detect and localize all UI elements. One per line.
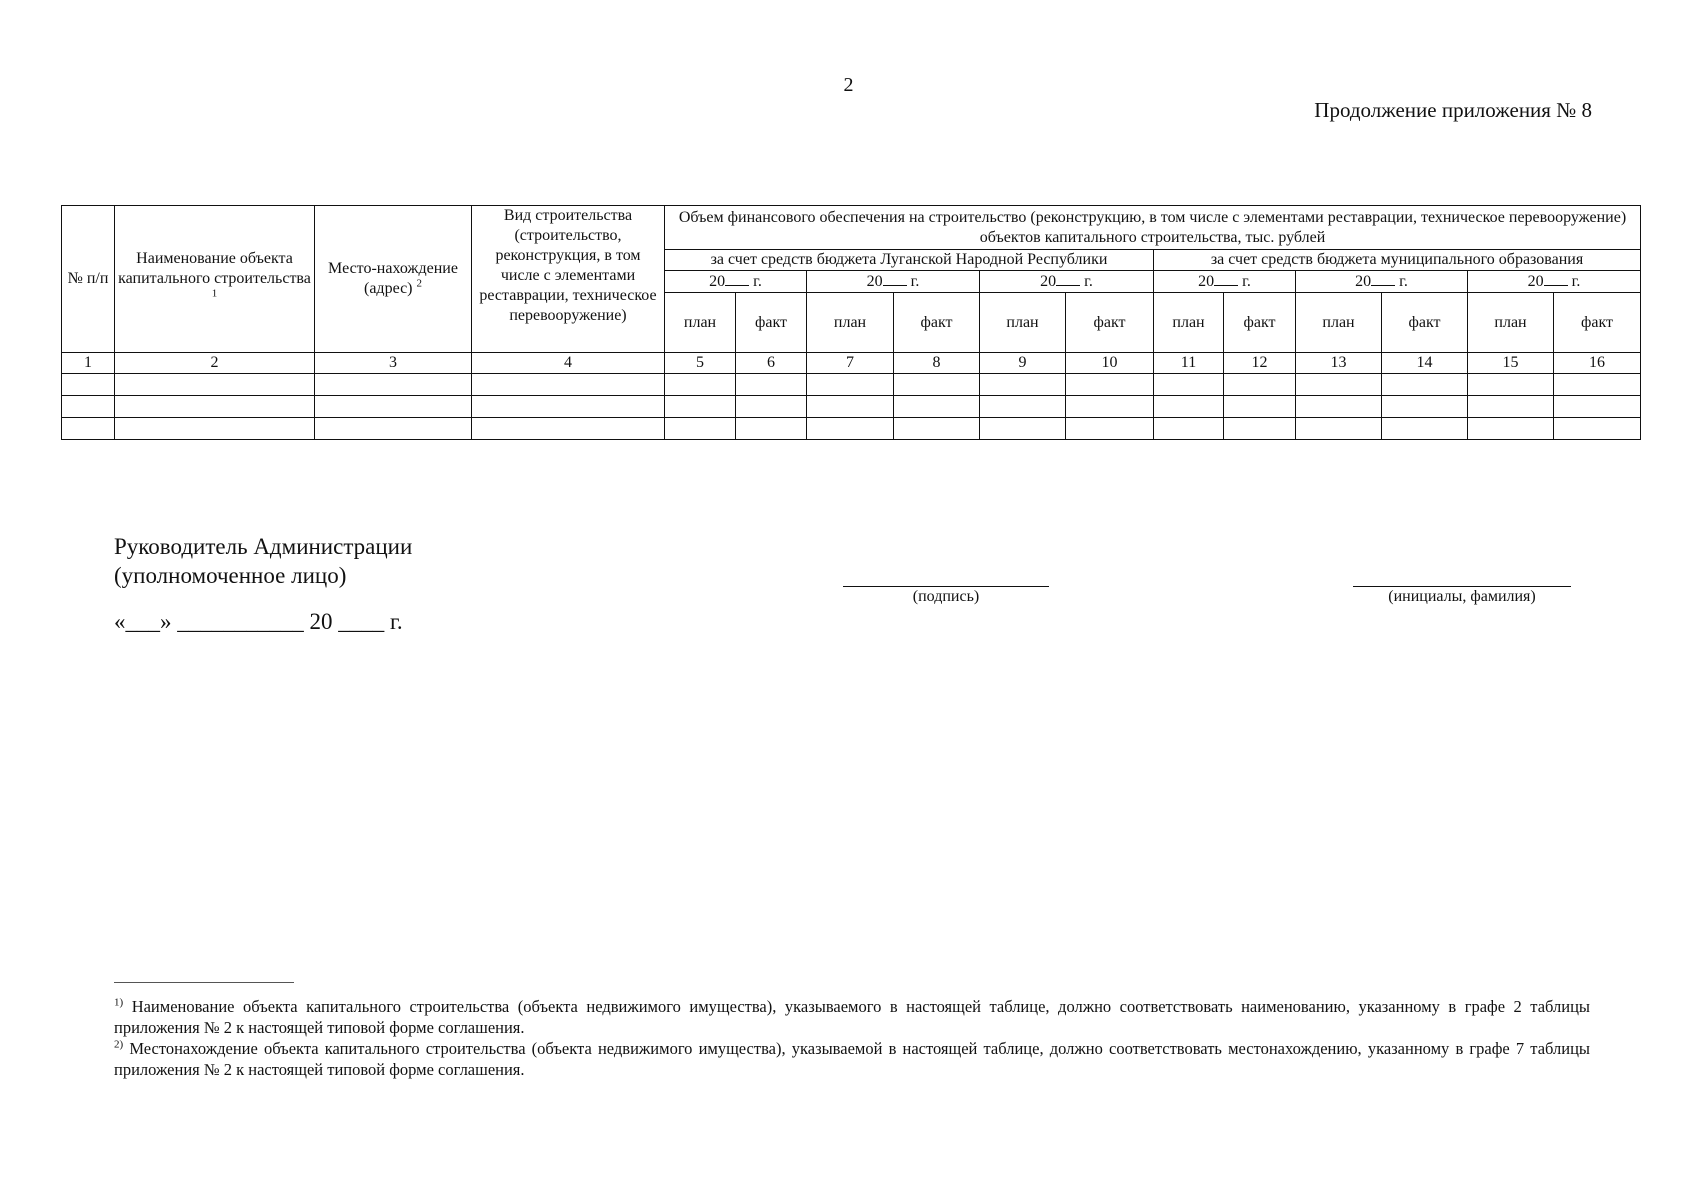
column-number: 1	[62, 353, 115, 374]
footnote-1	[114, 996, 1590, 1038]
fact-header: факт	[736, 293, 807, 353]
year-suffix: г.	[1399, 273, 1408, 290]
fact-header: факт	[1224, 293, 1296, 353]
page-number: 2	[843, 74, 854, 96]
year-cell	[1296, 271, 1468, 293]
header-location-text: Место-нахождение (адрес)	[328, 260, 458, 297]
footnote-2	[114, 1038, 1590, 1080]
year-blank	[725, 271, 749, 286]
year-cell	[665, 271, 807, 293]
header-object-name-text: Наименование объекта капитального строительства	[118, 250, 311, 287]
signatory-position	[114, 532, 412, 590]
header-financing-volume: Объем финансового обеспечения на строительство (реконструкцию, в том числе с элементами реставрации, техническое перевооружение) объектов капитального строительства, тыс. рублей	[665, 206, 1641, 250]
header-municipal-budget: за счет средств бюджета муниципального образования	[1154, 250, 1641, 271]
column-number: 9	[980, 353, 1066, 374]
table-row	[62, 374, 1641, 396]
column-number: 6	[736, 353, 807, 374]
footnote-text-2: Местонахождение объекта капитального строительства (объекта недвижимого имущества), указываемой в настоящей таблице, должно соответствовать местонахождению, указанному в графе 7 таблицы приложения № 2 к настоящей типовой форме соглашения.	[114, 1039, 1590, 1079]
year-cell	[980, 271, 1154, 293]
column-number: 3	[315, 353, 472, 374]
name-caption: (инициалы, фамилия)	[1388, 588, 1536, 605]
year-prefix: 20	[866, 273, 883, 290]
column-number: 16	[1554, 353, 1641, 374]
name-line	[1353, 586, 1571, 587]
year-suffix: г.	[1242, 273, 1251, 290]
footnote-mark-1: 1)	[114, 996, 124, 1009]
date-line: «___» ___________ 20 ____ г.	[114, 609, 403, 634]
table-row	[62, 418, 1641, 440]
header-construction-type: Вид строительства (строительство, реконструкция, в том числе с элементами реставрации, техническое перевооружение)	[472, 206, 665, 353]
plan-header: план	[980, 293, 1066, 353]
year-blank	[1056, 271, 1080, 286]
plan-header: план	[807, 293, 894, 353]
signature-line	[843, 586, 1049, 587]
column-number: 14	[1382, 353, 1468, 374]
signature-caption: (подпись)	[912, 588, 980, 605]
column-number: 15	[1468, 353, 1554, 374]
year-cell	[807, 271, 980, 293]
year-prefix: 20	[1198, 273, 1215, 290]
plan-header: план	[1468, 293, 1554, 353]
column-number: 5	[665, 353, 736, 374]
footnote-mark-2: 2)	[114, 1038, 124, 1051]
footnotes	[114, 996, 1590, 1080]
column-number: 12	[1224, 353, 1296, 374]
year-suffix: г.	[1571, 273, 1581, 290]
column-number: 4	[472, 353, 665, 374]
plan-header: план	[665, 293, 736, 353]
header-object-name	[115, 206, 315, 353]
column-number: 2	[115, 353, 315, 374]
header-num: № п/п	[62, 206, 115, 353]
footnote-text-1: Наименование объекта капитального строительства (объекта недвижимого имущества), указываемого в настоящей таблице, должно соответствовать наименованию, указанному в графе 2 таблицы приложения № 2 к настоящей типовой форме соглашения.	[114, 997, 1591, 1037]
footnote-separator	[114, 982, 294, 983]
column-numbers-row	[62, 353, 1641, 374]
continuation-title: Продолжение приложения № 8	[1314, 98, 1592, 122]
year-blank	[1544, 271, 1568, 286]
year-cell	[1468, 271, 1641, 293]
year-suffix: г.	[1084, 273, 1093, 290]
column-number: 13	[1296, 353, 1382, 374]
table-row	[62, 396, 1641, 418]
fact-header: факт	[1554, 293, 1641, 353]
header-lnr-budget: за счет средств бюджета Луганской Народной Республики	[665, 250, 1154, 271]
footnote-ref-1: 1	[211, 287, 218, 300]
fact-header: факт	[1066, 293, 1154, 353]
financing-table	[61, 205, 1641, 440]
column-number: 11	[1154, 353, 1224, 374]
year-cell	[1154, 271, 1296, 293]
column-number: 7	[807, 353, 894, 374]
year-blank	[883, 271, 907, 286]
plan-header: план	[1154, 293, 1224, 353]
year-prefix: 20	[1527, 273, 1544, 290]
column-number: 10	[1066, 353, 1154, 374]
fact-header: факт	[1382, 293, 1468, 353]
position-line-2: (уполномоченное лицо)	[114, 563, 347, 588]
year-blank	[1371, 271, 1395, 286]
fact-header: факт	[894, 293, 980, 353]
year-suffix: г.	[910, 273, 920, 290]
header-location	[315, 206, 472, 353]
year-suffix: г.	[753, 273, 762, 290]
year-blank	[1214, 271, 1238, 286]
year-prefix: 20	[1040, 273, 1057, 290]
year-prefix: 20	[1355, 273, 1372, 290]
year-prefix: 20	[709, 273, 726, 290]
footnote-ref-2: 2	[416, 277, 422, 290]
column-number: 8	[894, 353, 980, 374]
plan-header: план	[1296, 293, 1382, 353]
position-line-1: Руководитель Администрации	[114, 534, 413, 559]
